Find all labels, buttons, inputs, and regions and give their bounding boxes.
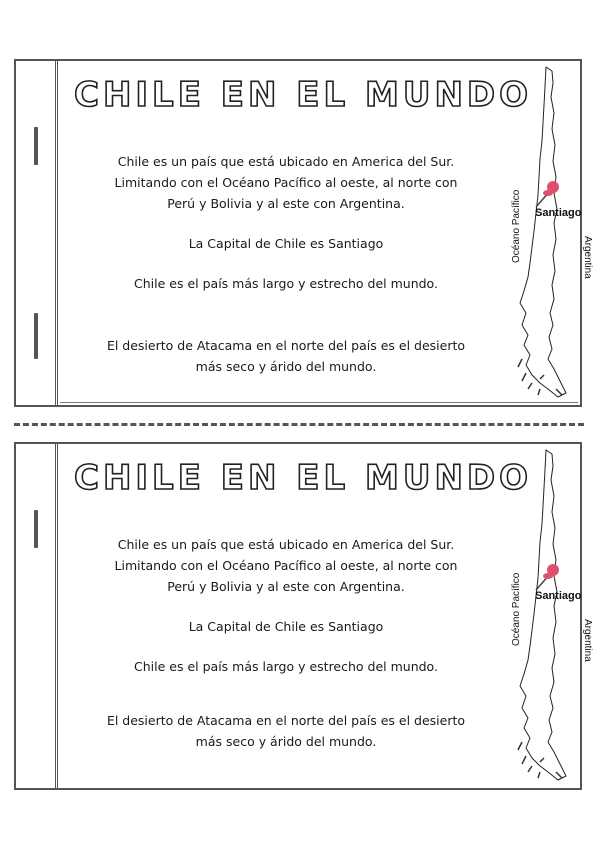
intro-paragraph — [76, 151, 496, 214]
text-line: más seco y árido del mundo. — [195, 734, 377, 749]
text-line: más seco y árido del mundo. — [195, 359, 377, 374]
chile-outline — [520, 67, 566, 397]
chile-outline — [520, 450, 566, 780]
spine-mark — [34, 127, 38, 165]
fact-line: Chile es el país más largo y estrecho del mundo. — [134, 276, 438, 291]
card-spine — [16, 61, 58, 405]
desert-paragraph — [76, 335, 496, 377]
text-line: Chile es un país que está ubicado en America del Sur. — [117, 154, 455, 169]
text-line: El desierto de Atacama en el norte del país es el desierto — [106, 338, 466, 353]
label-santiago: Santiago — [535, 207, 582, 219]
text-line: Limitando con el Océano Pacífico al oeste, al norte con — [114, 558, 458, 573]
text-line: Perú y Bolivia y al este con Argentina. — [167, 579, 405, 594]
card-title: CHILE EN EL MUNDO — [74, 458, 533, 498]
desert-paragraph — [76, 710, 496, 752]
spine-mark — [34, 510, 38, 548]
chile-islands — [518, 742, 562, 778]
label-argentina: Argentina — [582, 619, 593, 662]
text-line: Perú y Bolivia y al este con Argentina. — [167, 196, 405, 211]
chile-map — [482, 446, 593, 786]
text-line: Chile es un país que está ubicado en America del Sur. — [117, 537, 455, 552]
flashcard-bottom — [14, 442, 593, 790]
card-divider — [60, 402, 578, 403]
label-ocean: Océano Pacífico — [511, 189, 522, 263]
label-ocean: Océano Pacífico — [511, 572, 522, 646]
text-line: El desierto de Atacama en el norte del país es el desierto — [106, 713, 466, 728]
label-argentina: Argentina — [582, 236, 593, 279]
text-line: Limitando con el Océano Pacífico al oeste, al norte con — [114, 175, 458, 190]
capital-line: La Capital de Chile es Santiago — [188, 236, 384, 251]
card-spine — [16, 444, 58, 788]
label-santiago: Santiago — [535, 590, 582, 602]
capital-line: La Capital de Chile es Santiago — [188, 619, 384, 634]
cut-line — [14, 423, 584, 426]
spine-mark — [34, 313, 38, 359]
intro-paragraph — [76, 534, 496, 597]
fact-line: Chile es el país más largo y estrecho del mundo. — [134, 659, 438, 674]
card-title: CHILE EN EL MUNDO — [74, 75, 533, 115]
chile-map — [482, 63, 593, 403]
flashcard-top — [14, 59, 593, 407]
chile-islands — [518, 359, 562, 395]
